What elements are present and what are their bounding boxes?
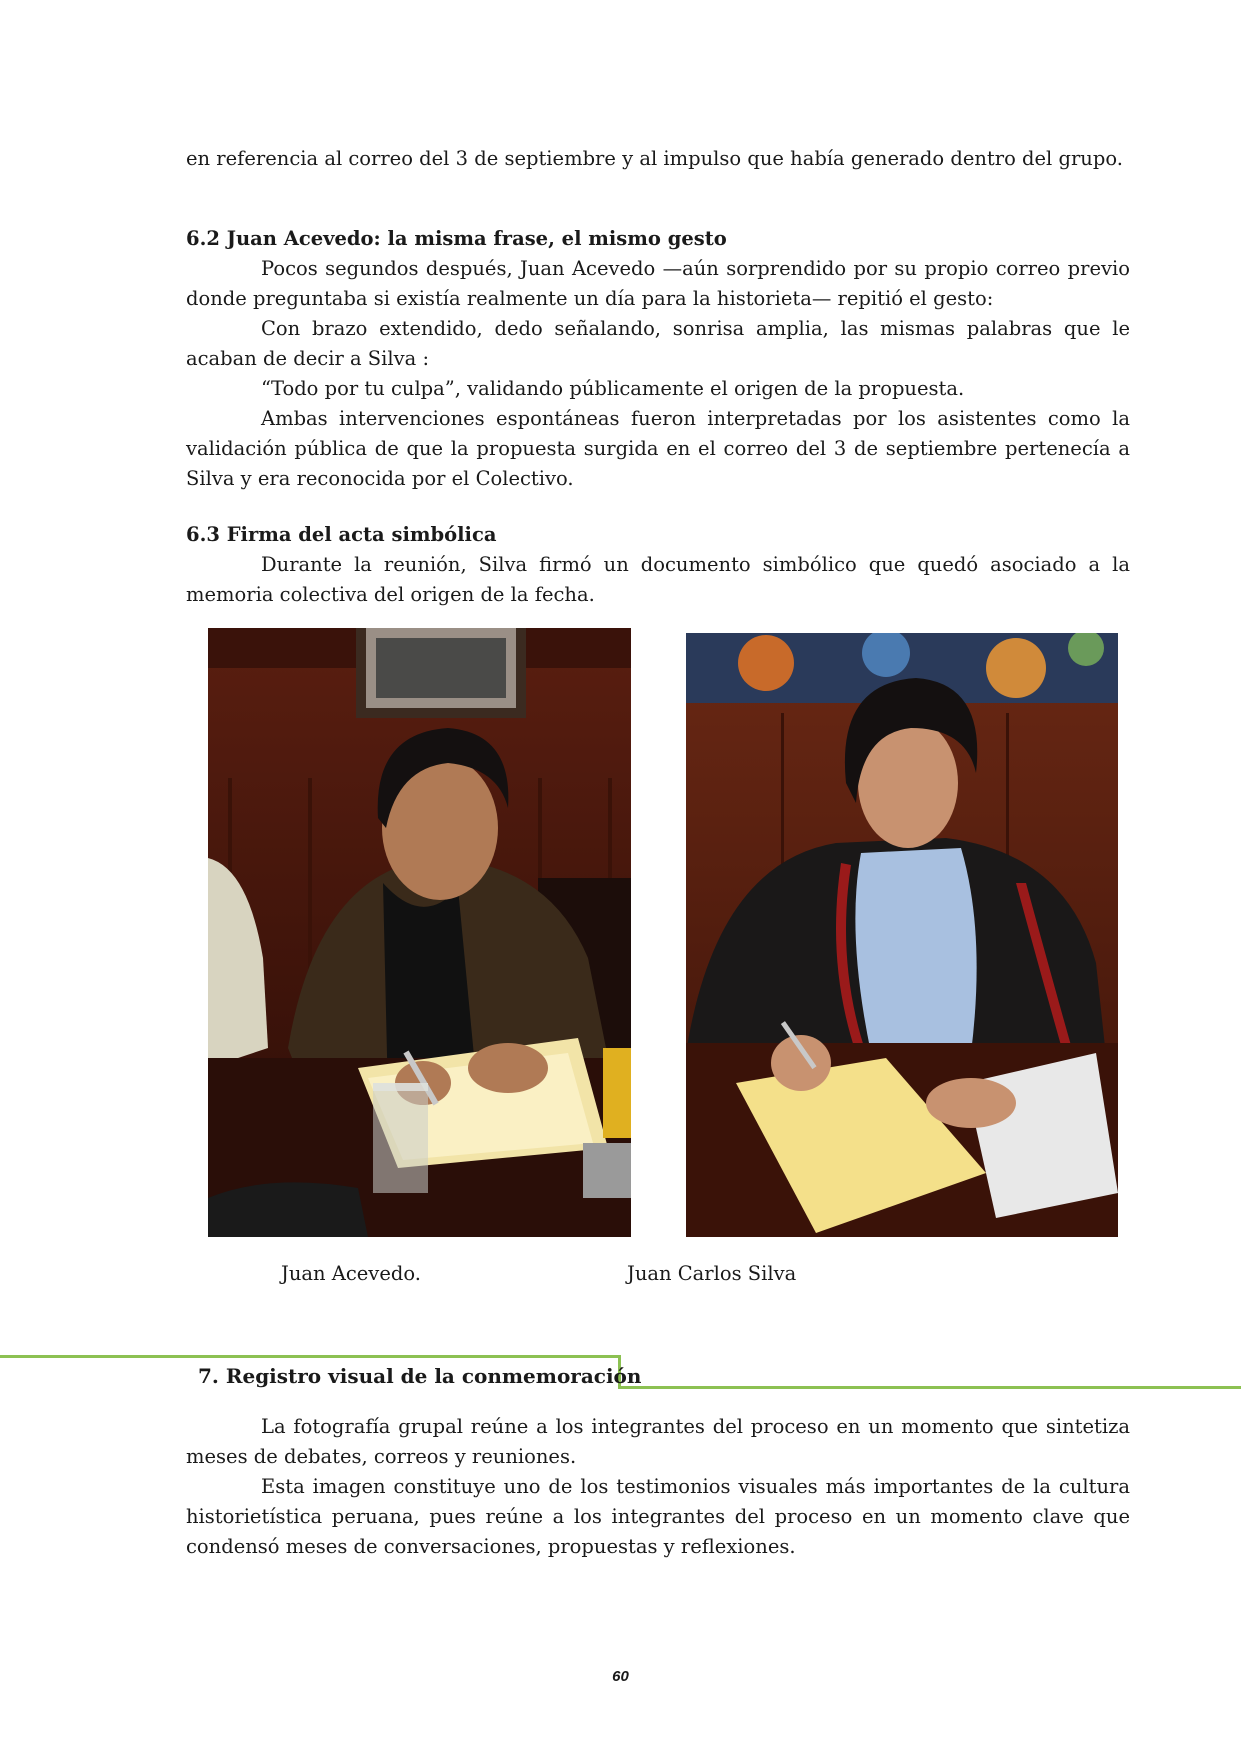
section-7-paragraph-1: La fotografía grupal reúne a los integrantes del proceso en un momento que sintetiza meses de debates, correos y reuniones. <box>186 1415 1130 1468</box>
photo-caption-left: Juan Acevedo. <box>281 1262 421 1285</box>
section-6-2-paragraph-2: Con brazo extendido, dedo señalando, sonrisa amplia, las mismas palabras que le acaban de decir a Silva : <box>186 317 1130 370</box>
intro-paragraph <box>186 144 1130 174</box>
section-6-2-paragraph-1: Pocos segundos después, Juan Acevedo —aún sorprendido por su propio correo previo donde preguntaba si existía realmente un día para la historieta— repitió el gesto: <box>186 257 1130 310</box>
section-6-3-paragraph-1: Durante la reunión, Silva firmó un documento simbólico que quedó asociado a la memoria colectiva del origen de la fecha. <box>186 553 1130 606</box>
section-6-2-paragraph-3: “Todo por tu culpa”, validando públicamente el origen de la propuesta. <box>261 377 965 400</box>
section-7-body <box>186 1412 1130 1562</box>
photo-juan-carlos-silva-illustration <box>686 633 1118 1237</box>
photo-juan-acevedo <box>208 628 631 1237</box>
section-7-heading: 7. Registro visual de la conmemoración <box>198 1364 642 1388</box>
photo-caption-right: Juan Carlos Silva <box>627 1262 797 1285</box>
section-7-paragraph-2: Esta imagen constituye uno de los testimonios visuales más importantes de la cultura historietística peruana, pues reúne a los integrantes del proceso en un momento clave que condensó meses de conversaciones, propuestas y reflexiones. <box>186 1475 1130 1558</box>
section-6-2-heading: 6.2 Juan Acevedo: la misma frase, el mismo gesto <box>186 227 727 250</box>
section-7-rule-right <box>618 1386 1241 1389</box>
section-7-rule-left <box>0 1355 621 1358</box>
section-6-2 <box>186 224 1130 494</box>
photo-juan-acevedo-illustration <box>208 628 631 1237</box>
section-6-2-paragraph-4: Ambas intervenciones espontáneas fueron interpretadas por los asistentes como la validación pública de que la propuesta surgida en el correo del 3 de septiembre pertenecía a Silva y era reconocida por el Colectivo. <box>186 407 1130 490</box>
page-number: 60 <box>612 1668 629 1685</box>
section-6-3-heading: 6.3 Firma del acta simbólica <box>186 523 497 546</box>
intro-text: en referencia al correo del 3 de septiembre y al impulso que había generado dentro del grupo. <box>186 147 1123 170</box>
photo-juan-carlos-silva <box>686 633 1118 1237</box>
section-6-3 <box>186 520 1130 610</box>
